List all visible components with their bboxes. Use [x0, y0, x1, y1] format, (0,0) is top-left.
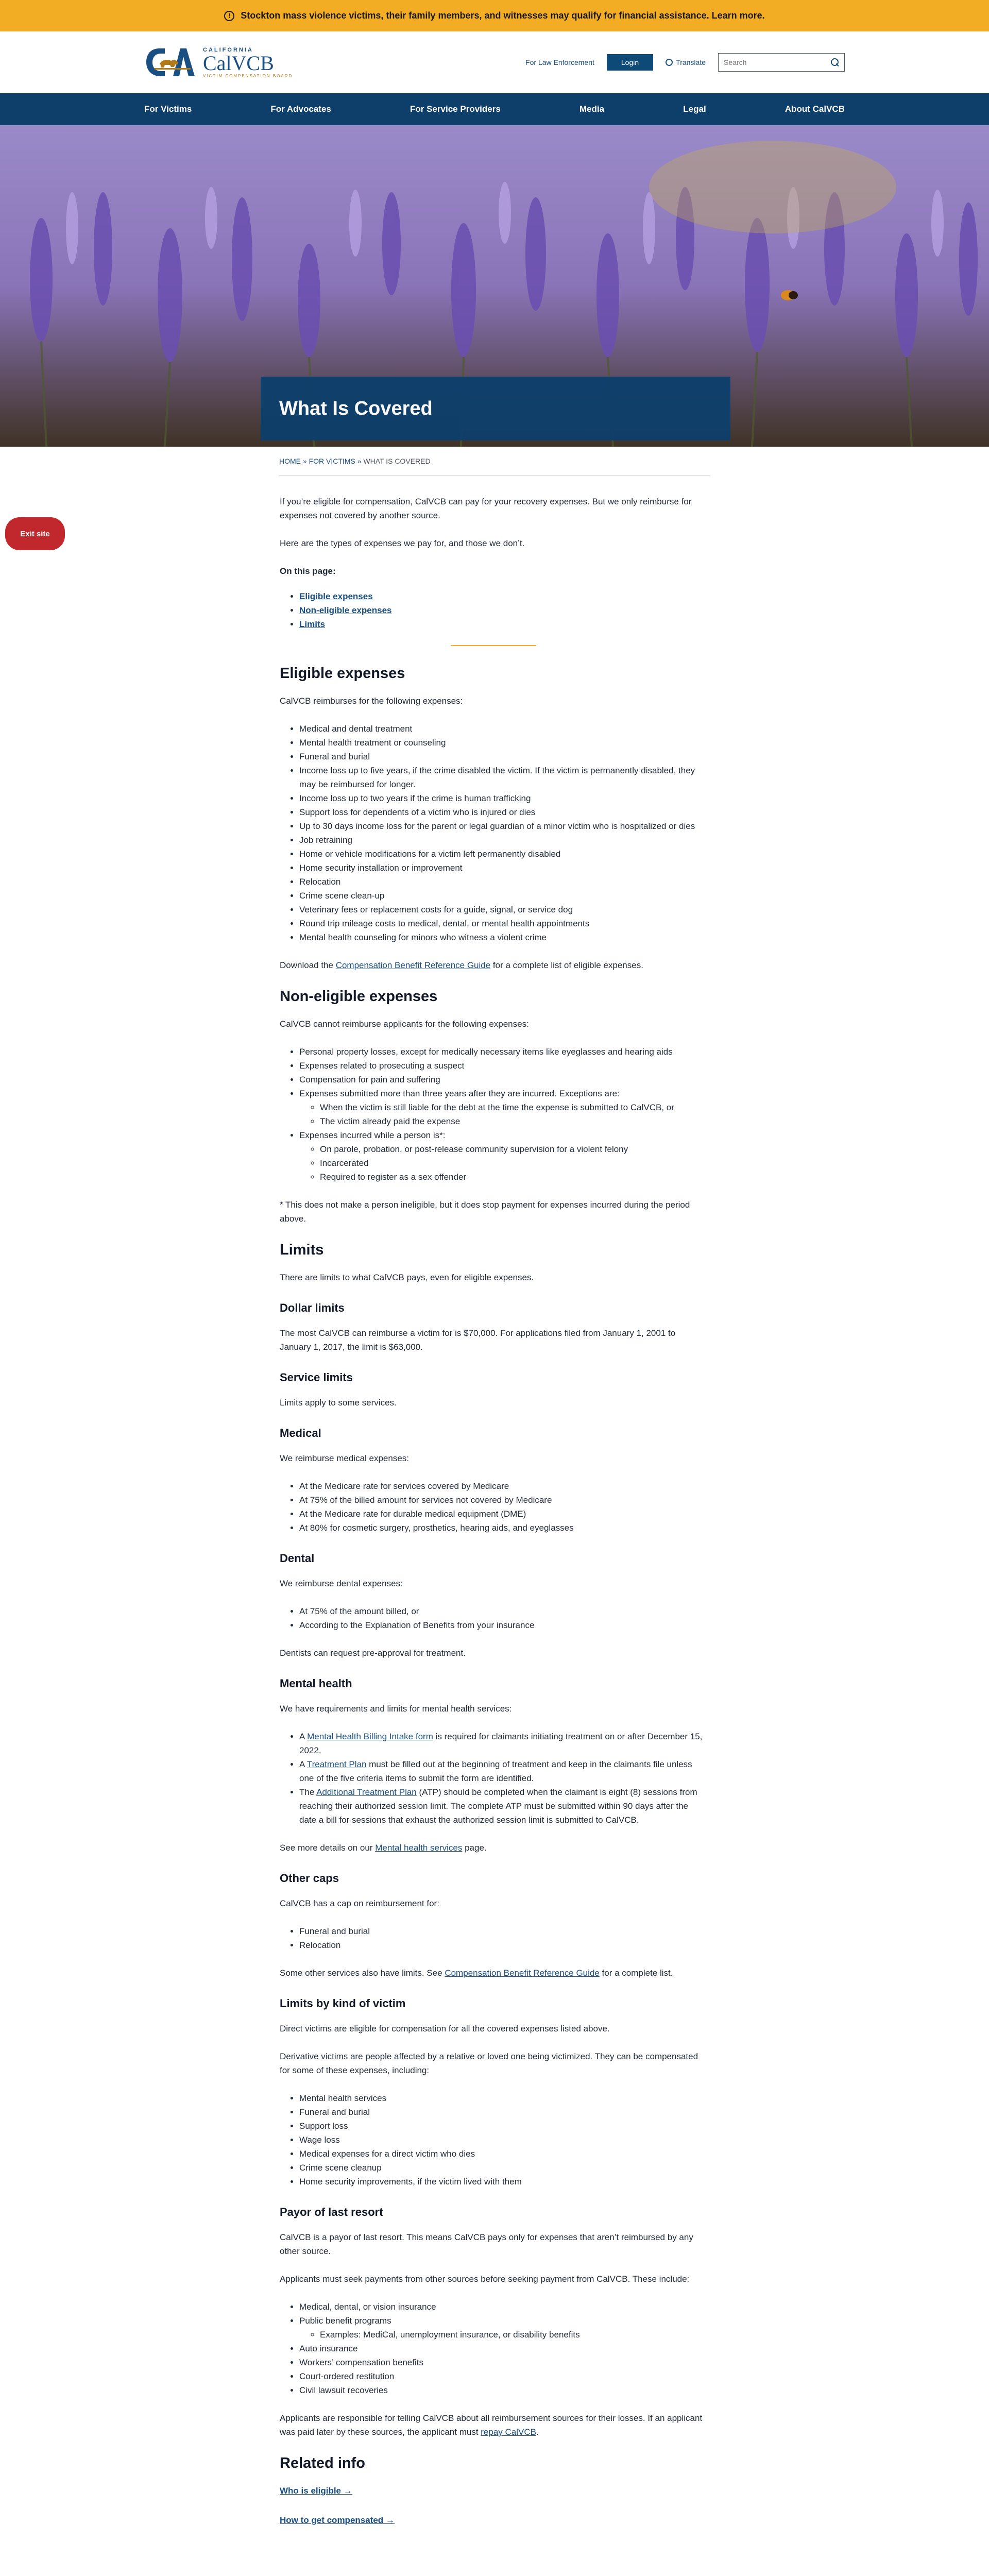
- list-item: • Civil lawsuit recoveries: [299, 2383, 707, 2397]
- logo-tagline: VICTIM COMPENSATION BOARD: [203, 73, 293, 78]
- intro-paragraph: If you’re eligible for compensation, CalVCB can pay for your recovery expenses. But we only reimburse for expenses not covered by another source.: [280, 497, 692, 520]
- section-divider: [451, 645, 536, 646]
- list-item: • Income loss up to two years if the crime is human trafficking: [299, 791, 707, 805]
- dental-list: [299, 1604, 707, 1632]
- text-span: Applicants are responsible for telling CalVCB about all reimbursement sources for their losses. If an applicant was paid later by these sources, the applicant must: [280, 2413, 703, 2437]
- payor-heading: Payor of last resort: [280, 2206, 383, 2218]
- list-item: • Medical, dental, or vision insurance: [299, 2300, 707, 2314]
- other-caps-lead: CalVCB has a cap on reimbursement for:: [280, 1899, 439, 1908]
- toc-item: [299, 617, 707, 631]
- mental-health-services-link[interactable]: Mental health services: [375, 1843, 463, 1853]
- breadcrumb-current: WHAT IS COVERED: [363, 457, 431, 465]
- mental-health-heading: Mental health: [280, 1677, 352, 1690]
- toc-item: [299, 589, 707, 603]
- list-item: • At 75% of the billed amount for services not covered by Medicare: [299, 1493, 707, 1507]
- mental-health-lead: We have requirements and limits for mental health services:: [280, 1704, 512, 1714]
- translate-button[interactable]: [666, 58, 706, 66]
- payor-sub-list: [320, 2328, 707, 2342]
- ca-bear-logo-icon: [144, 45, 198, 79]
- list-item: • Crime scene clean-up: [299, 889, 707, 903]
- list-item: • Mental health services: [299, 2091, 707, 2105]
- list-item: • Expenses related to prosecuting a suspect: [299, 1059, 707, 1073]
- text-span: A: [299, 1732, 308, 1741]
- list-item: ◦ The victim already paid the expense: [320, 1114, 707, 1128]
- logo-name: CalVCB: [203, 51, 274, 75]
- toc-link-eligible[interactable]: Eligible expenses: [299, 591, 373, 601]
- mental-health-list: [299, 1730, 707, 1827]
- list-item: • Support loss for dependents of a victim who is injured or dies: [299, 805, 707, 819]
- list-item: • Income loss up to five years, if the crime disabled the victim. If the victim is permanently disabled, they may be reimbursed for longer.: [299, 764, 707, 791]
- dental-note: Dentists can request pre-approval for treatment.: [280, 1648, 466, 1658]
- other-caps-heading: Other caps: [280, 1872, 339, 1885]
- breadcrumb-separator: »: [302, 457, 307, 465]
- toc-item: [299, 603, 707, 617]
- list-item: • Home security installation or improvement: [299, 861, 707, 875]
- main-nav: [0, 93, 989, 125]
- benefit-guide-link[interactable]: Compensation Benefit Reference Guide: [335, 960, 491, 970]
- list-item: • Court-ordered restitution: [299, 2369, 707, 2383]
- list-item: • Up to 30 days income loss for the parent or legal guardian of a minor victim who is hospitalized or dies: [299, 819, 707, 833]
- eligible-heading: Eligible expenses: [280, 665, 405, 682]
- list-item: • At the Medicare rate for services covered by Medicare: [299, 1479, 707, 1493]
- toc-link-limits[interactable]: Limits: [299, 619, 326, 629]
- nav-about[interactable]: About CalVCB: [785, 104, 845, 114]
- list-item: [299, 1087, 707, 1128]
- breadcrumb-for-victims[interactable]: FOR VICTIMS: [309, 457, 355, 465]
- medical-list: [299, 1479, 707, 1535]
- list-item: • Mental health counseling for minors who witness a violent crime: [299, 930, 707, 944]
- list-item: • Workers’ compensation benefits: [299, 2355, 707, 2369]
- dental-lead: We reimburse dental expenses:: [280, 1579, 403, 1588]
- exceptions-list: [320, 1100, 707, 1128]
- list-item: • Funeral and burial: [299, 1924, 707, 1938]
- nav-for-advocates[interactable]: For Advocates: [270, 104, 331, 114]
- list-item: • Auto insurance: [299, 2342, 707, 2355]
- search-input[interactable]: [724, 58, 822, 66]
- limits-heading: Limits: [280, 1242, 324, 1258]
- list-item: • At the Medicare rate for durable medical equipment (DME): [299, 1507, 707, 1521]
- list-item: • Home or vehicle modifications for a victim left permanently disabled: [299, 847, 707, 861]
- list-item: [299, 2314, 707, 2342]
- search-icon[interactable]: [831, 58, 839, 66]
- text-span: Some other services also have limits. See: [280, 1968, 445, 1978]
- alert-text[interactable]: Stockton mass violence victims, their family members, and witnesses may qualify for financial assistance. Learn more.: [241, 10, 765, 21]
- who-is-eligible-link[interactable]: Who is eligible →: [280, 2486, 352, 2496]
- other-caps-more: [280, 1966, 707, 1980]
- list-item: • Personal property losses, except for medically necessary items like eyeglasses and hearing aids: [299, 1045, 707, 1059]
- non-eligible-lead: CalVCB cannot reimburse applicants for the following expenses:: [280, 1019, 529, 1029]
- list-item: • According to the Explanation of Benefits from your insurance: [299, 1618, 707, 1632]
- info-icon: !: [224, 11, 234, 21]
- page-title-box: [261, 377, 730, 440]
- list-item: • Home security improvements, if the victim lived with them: [299, 2175, 707, 2189]
- toc-link-non-eligible[interactable]: Non-eligible expenses: [299, 605, 392, 615]
- list-item: • Relocation: [299, 1938, 707, 1952]
- text-span: Download the: [280, 960, 336, 970]
- non-eligible-heading: Non-eligible expenses: [280, 988, 438, 1005]
- nav-legal[interactable]: Legal: [683, 104, 706, 114]
- logo-state: CALIFORNIA: [203, 46, 253, 53]
- main-content: [280, 495, 707, 2543]
- text-span: .: [536, 2427, 539, 2437]
- text-span: The: [299, 1787, 317, 1797]
- calvcb-logo[interactable]: [144, 45, 293, 79]
- breadcrumb: [279, 457, 431, 465]
- benefit-guide-link[interactable]: Compensation Benefit Reference Guide: [445, 1968, 600, 1978]
- site-header: [0, 31, 989, 93]
- mh-billing-intake-link[interactable]: Mental Health Billing Intake form: [307, 1732, 433, 1741]
- payor-p1: CalVCB is a payor of last resort. This means CalVCB pays only for expenses that aren’t reimbursed by any other source.: [280, 2232, 693, 2256]
- dental-heading: Dental: [280, 1552, 315, 1565]
- text-span: page.: [462, 1843, 487, 1853]
- nav-for-victims[interactable]: For Victims: [144, 104, 192, 114]
- payor-p3: [280, 2411, 707, 2439]
- download-paragraph: [280, 958, 707, 972]
- list-item: • Funeral and burial: [299, 750, 707, 764]
- dollar-limits-heading: Dollar limits: [280, 1301, 345, 1314]
- list-item: • Relocation: [299, 875, 707, 889]
- list-item: [299, 1757, 707, 1785]
- hero-banner: [0, 125, 989, 447]
- derivative-list: [299, 2091, 707, 2189]
- list-item: • Support loss: [299, 2119, 707, 2133]
- limits-lead: There are limits to what CalVCB pays, even for eligible expenses.: [280, 1273, 534, 1282]
- kind-of-victim-p1: Direct victims are eligible for compensation for all the covered expenses listed above.: [280, 2024, 610, 2033]
- text-span: A: [299, 1759, 307, 1769]
- login-button[interactable]: Login: [607, 54, 653, 71]
- on-this-page-label: On this page:: [280, 566, 336, 576]
- additional-treatment-plan-link[interactable]: Additional Treatment Plan: [316, 1787, 417, 1797]
- page-title: What Is Covered: [279, 397, 433, 419]
- payor-p2: Applicants must seek payments from other sources before seeking payment from CalVCB. These include:: [280, 2274, 690, 2284]
- text-span: (ATP) should be completed when the claimant is eight (8) sessions from reaching their authorized session limit. The complete ATP must be submitted within 90 days after the date a bill for sessions that exhaust the authorized session limit is submitted to CalVCB.: [299, 1787, 697, 1825]
- service-limits-text: Limits apply to some services.: [280, 1398, 397, 1408]
- list-item: ◦ Required to register as a sex offender: [320, 1170, 707, 1184]
- related-info-heading: Related info: [280, 2455, 365, 2471]
- text-span: for a complete list of eligible expenses.: [490, 960, 643, 970]
- eligible-list: [299, 722, 707, 944]
- breadcrumb-divider: [279, 475, 710, 476]
- eligible-lead: CalVCB reimburses for the following expenses:: [280, 696, 463, 706]
- list-item: • Veterinary fees or replacement costs for a guide, signal, or service dog: [299, 903, 707, 917]
- list-item-text: Expenses submitted more than three years after they are incurred. Exceptions are:: [299, 1089, 620, 1098]
- list-item: [299, 1730, 707, 1757]
- payor-list: [299, 2300, 707, 2397]
- list-item: ◦ When the victim is still liable for the debt at the time the expense is submitted to CalVCB, or: [320, 1100, 707, 1114]
- treatment-plan-link[interactable]: Treatment Plan: [306, 1759, 367, 1769]
- text-span: must be filled out at the beginning of treatment and keep in the claimants file unless one of the five criteria items to submit the form are identified.: [299, 1759, 692, 1783]
- intro-paragraph: Here are the types of expenses we pay for, and those we don’t.: [280, 538, 525, 548]
- medical-heading: Medical: [280, 1427, 321, 1439]
- dollar-limits-text: The most CalVCB can reimburse a victim for is $70,000. For applications filed from January 1, 2001 to January 1, 2017, the limit is $63,000.: [280, 1328, 676, 1352]
- list-item: [299, 1785, 707, 1827]
- nav-media[interactable]: Media: [579, 104, 605, 114]
- medical-lead: We reimburse medical expenses:: [280, 1453, 410, 1463]
- text-span: for a complete list.: [599, 1968, 673, 1978]
- list-item: • At 75% of the amount billed, or: [299, 1604, 707, 1618]
- mental-health-more: [280, 1841, 707, 1855]
- law-enforcement-link[interactable]: For Law Enforcement: [525, 58, 594, 66]
- non-eligible-note: * This does not make a person ineligible, but it does stop payment for expenses incurred during the period above.: [280, 1200, 690, 1224]
- repay-calvcb-link[interactable]: repay CalVCB: [481, 2427, 536, 2437]
- list-item: ◦ Incarcerated: [320, 1156, 707, 1170]
- list-item: • Mental health treatment or counseling: [299, 736, 707, 750]
- while-person-list: [320, 1142, 707, 1184]
- kind-of-victim-heading: Limits by kind of victim: [280, 1997, 406, 2010]
- search-box: [718, 53, 845, 72]
- list-item: • Medical and dental treatment: [299, 722, 707, 736]
- service-limits-heading: Service limits: [280, 1371, 353, 1384]
- header-utilities: [525, 53, 845, 72]
- list-item-text: Expenses incurred while a person is*:: [299, 1130, 446, 1140]
- translate-label: Translate: [676, 58, 706, 66]
- text-span: See more details on our: [280, 1843, 376, 1853]
- page-toc: [299, 589, 707, 631]
- list-item: • Job retraining: [299, 833, 707, 847]
- alert-banner[interactable]: [0, 0, 989, 31]
- nav-for-service-providers[interactable]: For Service Providers: [410, 104, 501, 114]
- list-item: • Wage loss: [299, 2133, 707, 2147]
- exit-site-button[interactable]: Exit site: [5, 517, 65, 550]
- other-caps-list: [299, 1924, 707, 1952]
- list-item-text: Public benefit programs: [299, 2316, 391, 2326]
- list-item: [299, 1128, 707, 1184]
- list-item: • Crime scene cleanup: [299, 2161, 707, 2175]
- list-item: • Medical expenses for a direct victim who dies: [299, 2147, 707, 2161]
- list-item: ◦ On parole, probation, or post-release community supervision for a violent felony: [320, 1142, 707, 1156]
- list-item: • Compensation for pain and suffering: [299, 1073, 707, 1087]
- how-to-get-compensated-link[interactable]: How to get compensated →: [280, 2515, 395, 2525]
- text-span: is required for claimants initiating treatment on or after December 15, 2022.: [299, 1732, 703, 1755]
- list-item: • Funeral and burial: [299, 2105, 707, 2119]
- breadcrumb-home[interactable]: HOME: [279, 457, 301, 465]
- non-eligible-list: [299, 1045, 707, 1184]
- breadcrumb-separator: »: [357, 457, 362, 465]
- kind-of-victim-p2: Derivative victims are people affected by a relative or loved one being victimized. They can be compensated for some of these expenses, including:: [280, 2052, 698, 2075]
- list-item: • Round trip mileage costs to medical, dental, or mental health appointments: [299, 917, 707, 930]
- list-item: • At 80% for cosmetic surgery, prosthetics, hearing aids, and eyeglasses: [299, 1521, 707, 1535]
- globe-icon: [666, 59, 673, 66]
- list-item: ◦ Examples: MediCal, unemployment insurance, or disability benefits: [320, 2328, 707, 2342]
